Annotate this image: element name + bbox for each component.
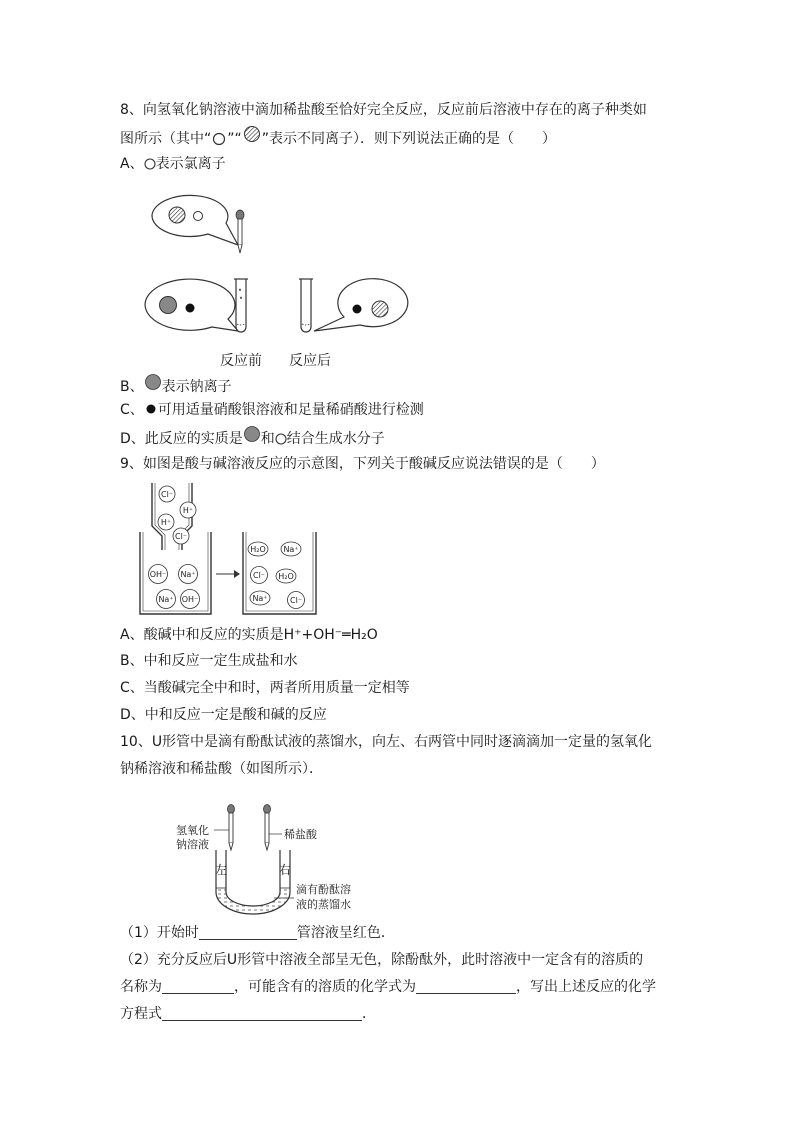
top-speech-bubble	[152, 195, 238, 245]
label-right: 右	[278, 863, 292, 877]
q9-option-b: B、中和反应一定生成盐和水	[120, 653, 298, 669]
ion-label: Cl⁻	[289, 596, 303, 605]
q9-stem: 9、如图是酸与碱溶液反应的示意图，下列关于酸碱反应说法错误的是（ ）	[120, 456, 605, 472]
q9-neutralization-figure	[136, 480, 336, 620]
label-before: 反应前	[220, 353, 262, 369]
open-circle-icon	[275, 432, 287, 446]
label-naoh: 氢氧化	[176, 824, 209, 837]
q9-option-d: D、中和反应一定是酸和碱的反应	[120, 707, 327, 723]
q8-option-d: D、此反应的实质是 和 结合生成水分子	[120, 426, 385, 449]
q8-option-c: C、 可用适量硝酸银溶液和足量稀硝酸进行检测	[120, 402, 424, 418]
label-after: 反应后	[289, 353, 331, 369]
ion-label: Cl⁻	[174, 532, 188, 541]
hatched-circle-icon	[242, 126, 262, 144]
ion-label: Na⁺	[252, 594, 268, 603]
hatched-ion	[169, 207, 185, 223]
arrow-right-icon	[216, 570, 240, 578]
q10-stem-line2: 钠稀溶液和稀盐酸（如图所示）．	[120, 761, 323, 777]
q10-sub1: （1）开始时 管溶液呈红色．	[120, 925, 395, 941]
ion-label: OH⁻	[181, 595, 199, 604]
answer-blank-2[interactable]	[162, 978, 234, 994]
q10-u-tube-figure	[170, 800, 370, 918]
label-naoh: 钠溶液	[176, 838, 209, 851]
ion-label: H⁺	[160, 518, 172, 527]
q8-option-b: B、 表示钠离子	[120, 374, 232, 397]
ion-label: Cl⁻	[252, 571, 266, 580]
q8-stem-line1: 8、向氢氧化钠溶液中滴加稀盐酸至恰好完全反应，反应前后溶液中存在的离子种类如	[120, 102, 647, 118]
ion-label: H⁺	[182, 506, 194, 515]
ion-label: Cl⁻	[160, 490, 174, 499]
q8-ion-figure	[140, 185, 420, 375]
label-water: 滴有酚酞溶	[296, 883, 351, 896]
q10-sub2-line1: （2）充分反应后U形管中溶液全部呈无色，除酚酞外，此时溶液中一定含有的溶质的	[120, 952, 644, 968]
label-water: 液的蒸馏水	[296, 898, 351, 911]
q8-option-a: A、 表示氯离子	[120, 156, 226, 172]
test-tube-before	[234, 279, 248, 332]
q10-sub2-line2: 名称为 ，可能含有的溶质的化学式为 ，写出上述反应的化学	[120, 979, 656, 995]
ion-label: OH⁻	[149, 570, 167, 579]
grey-circle-icon	[144, 374, 162, 392]
black-ion	[353, 305, 362, 314]
q9-option-c: C、当酸碱完全中和时，两者所用质量一定相等	[120, 680, 410, 696]
black-ion	[186, 304, 195, 313]
q9-option-a: A、酸碱中和反应的实质是H⁺+OH⁻═H₂O	[120, 627, 378, 643]
answer-blank-3[interactable]	[416, 978, 516, 994]
ion-label: Na⁺	[180, 570, 196, 579]
dropper	[236, 210, 244, 253]
open-circle-icon	[211, 132, 227, 146]
ion-label: Na⁺	[158, 595, 174, 604]
after-speech-bubble	[314, 279, 408, 331]
hatched-ion	[372, 301, 388, 317]
grey-circle-icon	[243, 426, 261, 444]
label-hcl: 稀盐酸	[284, 828, 317, 841]
test-tube-after	[299, 279, 313, 332]
ion-label: H₂O	[278, 572, 294, 581]
q10-stem-line1: 10、U形管中是滴有酚酞试液的蒸馏水，向左、右两管中同时逐滴滴加一定量的氢氧化	[120, 734, 653, 750]
q10-sub2-line3: 方程式 ．	[120, 1006, 376, 1022]
black-dot-icon	[144, 403, 158, 417]
open-ion	[194, 212, 203, 221]
ion-label: Na⁺	[283, 545, 299, 554]
open-circle-icon	[144, 157, 156, 171]
label-left: 左	[214, 863, 228, 877]
right-dropper	[264, 805, 271, 851]
q8-stem-line2: 图所示（其中“ ”“ ”表示不同离子）．则下列说法正确的是（ ）	[120, 126, 556, 149]
ion-label: H₂O	[250, 545, 266, 554]
left-dropper	[228, 805, 235, 851]
grey-ion	[160, 297, 177, 314]
u-tube-liquid	[216, 888, 290, 914]
answer-blank-4[interactable]	[162, 1005, 362, 1021]
answer-blank-1[interactable]	[199, 924, 297, 940]
